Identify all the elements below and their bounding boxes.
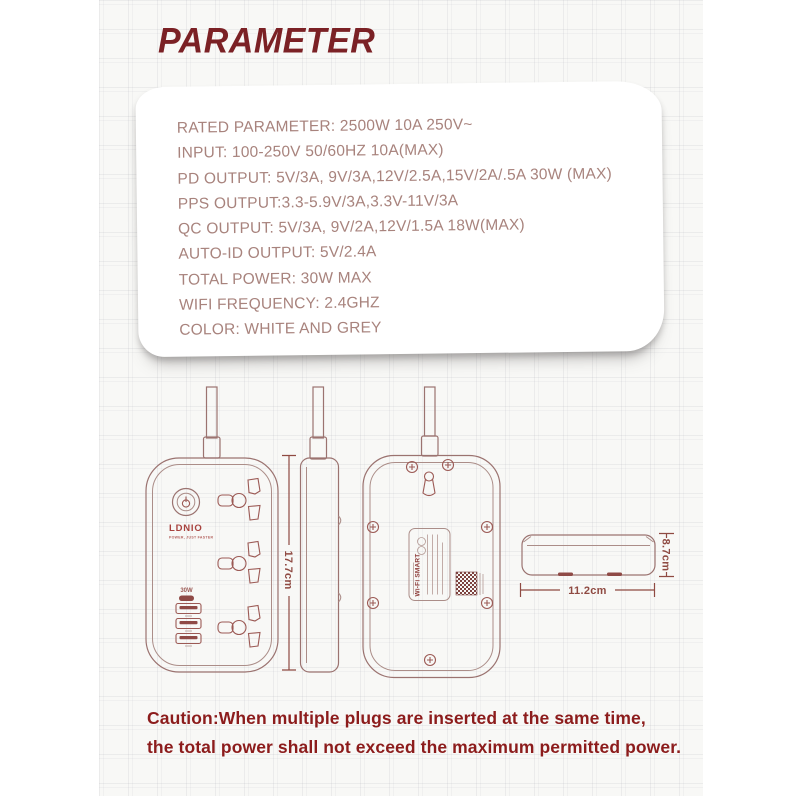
spec-line: AUTO-ID OUTPUT: 5V/2.4A bbox=[178, 243, 377, 264]
caution-line: Caution:When multiple plugs are inserted at the same time, bbox=[147, 708, 646, 728]
rubber-foot bbox=[558, 573, 573, 577]
screw-icon bbox=[368, 598, 379, 609]
universal-socket bbox=[218, 542, 260, 584]
spec-line: COLOR: WHITE AND GREY bbox=[179, 319, 382, 340]
keyhole-slot bbox=[423, 472, 435, 496]
spec-line: RATED PARAMETER: 2500W 10A 250V~ bbox=[176, 116, 473, 137]
qr-code bbox=[456, 572, 483, 595]
rubber-foot bbox=[607, 573, 622, 577]
universal-socket bbox=[218, 479, 260, 521]
spec-line: PPS OUTPUT:3.3-5.9V/3A,3.3V-11V/3A bbox=[177, 192, 459, 213]
power-button-icon bbox=[173, 489, 200, 516]
spec-line: WIFI FREQUENCY: 2.4GHZ bbox=[178, 294, 380, 314]
dimension-depth-label: 8.7cm bbox=[659, 538, 672, 572]
usb-group bbox=[176, 588, 201, 646]
usb-a-port bbox=[176, 619, 201, 632]
screw-icon bbox=[482, 522, 493, 533]
screw-icon bbox=[368, 522, 379, 533]
spec-line: TOTAL POWER: 30W MAX bbox=[178, 269, 373, 289]
dimension-depth bbox=[659, 534, 674, 577]
product-label-text: Wi-Fi SMART bbox=[414, 553, 422, 597]
page-title: PARAMETER bbox=[158, 21, 376, 61]
screw-icon bbox=[407, 462, 418, 473]
usb-a-port bbox=[176, 634, 201, 647]
back-view bbox=[363, 456, 500, 678]
screw-icon bbox=[443, 460, 454, 471]
side-view bbox=[301, 458, 341, 672]
usb-c-port bbox=[179, 596, 194, 602]
product-label bbox=[409, 529, 450, 601]
front-view bbox=[146, 458, 278, 672]
dimension-length-label: 17.7cm bbox=[282, 550, 294, 590]
spec-line: QC OUTPUT: 5V/3A, 9V/2A,12V/1.5A 18W(MAX) bbox=[178, 216, 525, 238]
caution-note bbox=[147, 704, 681, 762]
brand-tagline: POWER, JUST FASTER bbox=[169, 535, 214, 540]
power-cable bbox=[422, 387, 439, 456]
power-cable bbox=[204, 387, 221, 458]
spec-line: PD OUTPUT: 5V/3A, 9V/3A,12V/2.5A,15V/2A/.5A 30W (MAX) bbox=[177, 165, 613, 188]
screw-icon bbox=[482, 598, 493, 609]
universal-socket bbox=[218, 606, 260, 648]
spec-line: INPUT: 100-250V 50/60HZ 10A(MAX) bbox=[177, 141, 444, 163]
dimension-width bbox=[521, 583, 655, 597]
dimension-length bbox=[282, 456, 296, 671]
brand-logo: LDNIO bbox=[169, 523, 203, 534]
power-cable bbox=[310, 387, 327, 459]
dimension-width-label: 11.2cm bbox=[568, 585, 607, 597]
caution-line: the total power shall not exceed the maximum permitted power. bbox=[147, 737, 682, 757]
usb-a-port bbox=[176, 604, 201, 617]
screw-icon bbox=[425, 655, 436, 666]
bottom-view bbox=[522, 535, 655, 576]
usb-group-label: 30W bbox=[180, 588, 193, 594]
